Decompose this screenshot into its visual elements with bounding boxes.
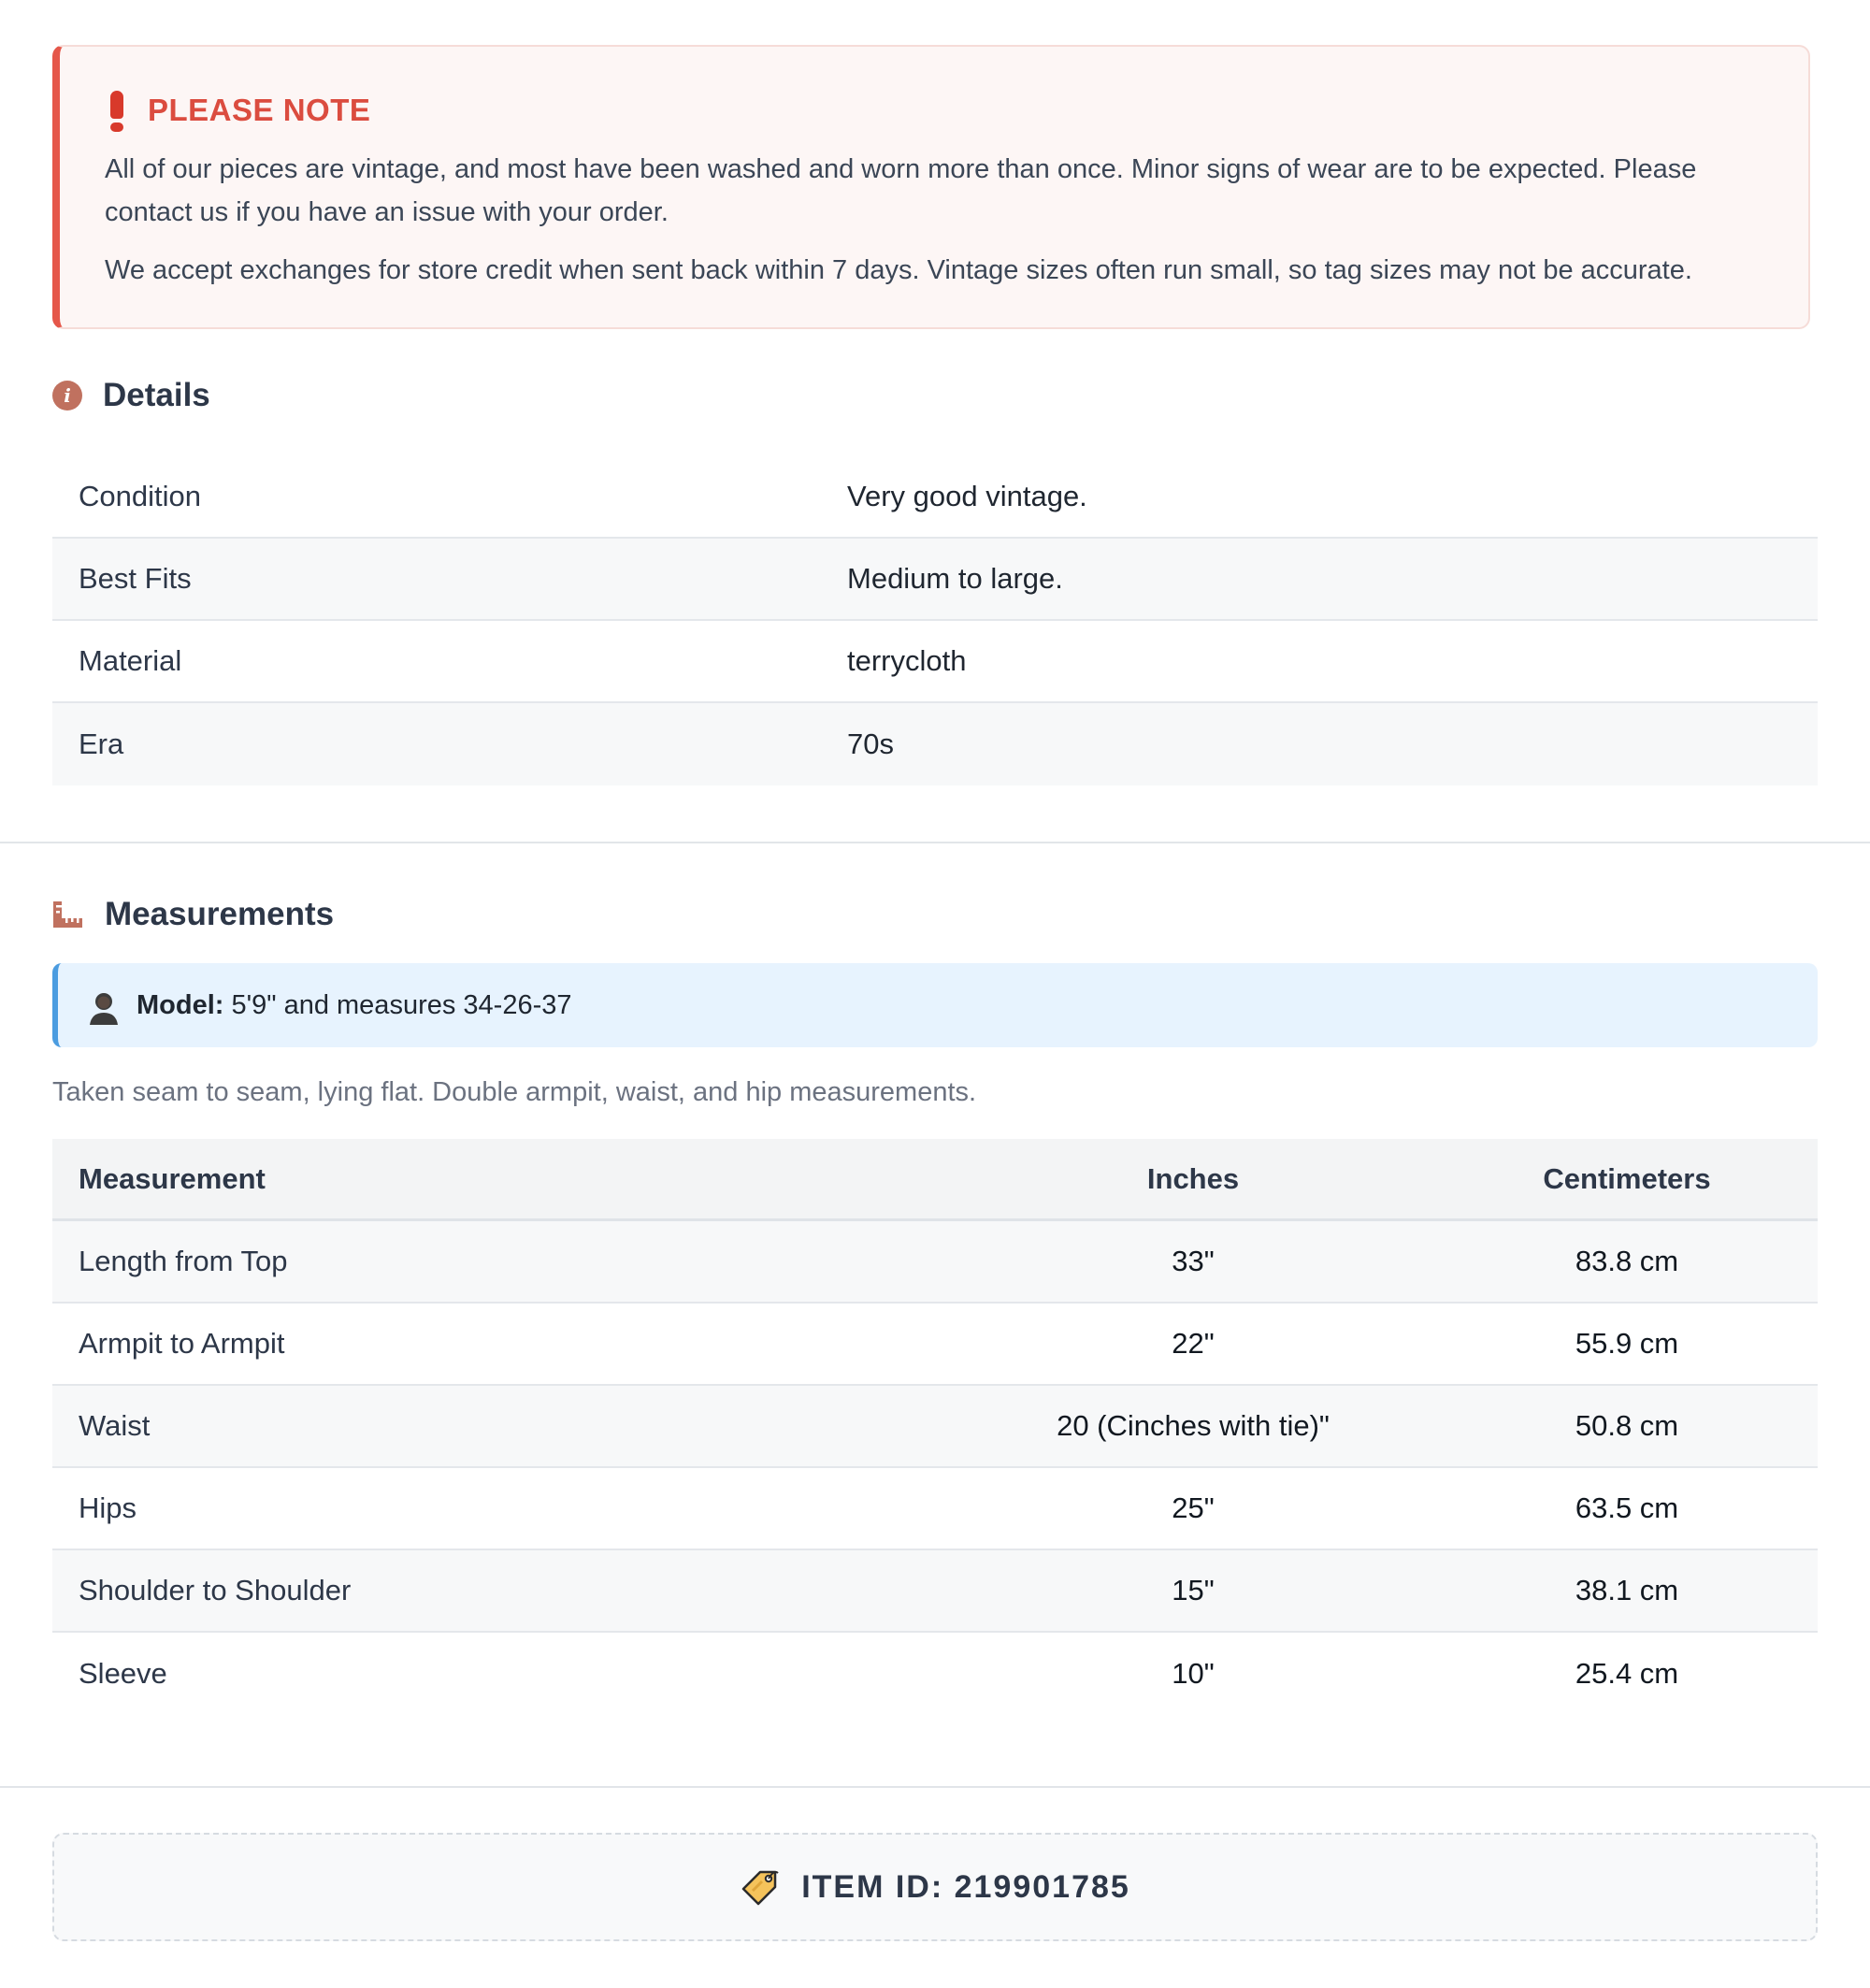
header-centimeters: Centimeters: [1543, 1161, 1711, 1195]
notice-header: [105, 88, 1763, 133]
measurement-name: Hips: [79, 1491, 137, 1524]
measurement-cm: 83.8 cm: [1575, 1245, 1679, 1277]
notice-box: [52, 45, 1810, 329]
measurement-inches: 15": [1172, 1574, 1215, 1606]
notice-title: PLEASE NOTE: [148, 93, 371, 127]
measurement-name: Sleeve: [79, 1657, 167, 1690]
table-row: [52, 1386, 1818, 1468]
measurement-inches: 20 (Cinches with tie)": [1057, 1409, 1330, 1442]
model-info-box: [52, 963, 1818, 1047]
details-row-best-fits: [52, 539, 1818, 621]
details-value: Medium to large.: [847, 562, 1063, 595]
details-row-era: [52, 703, 1818, 785]
person-icon: [88, 990, 120, 1026]
details-row-material: [52, 621, 1818, 703]
measurement-inches: 25": [1172, 1491, 1215, 1524]
details-title: Details: [103, 377, 210, 413]
measurement-name: Shoulder to Shoulder: [79, 1574, 352, 1606]
details-label: Condition: [79, 480, 201, 512]
section-divider: [0, 842, 1870, 843]
ruler-icon: [52, 900, 84, 929]
table-body: [52, 1221, 1818, 1715]
measurement-name: Waist: [79, 1409, 151, 1442]
measurement-cm: 38.1 cm: [1575, 1574, 1679, 1606]
measurements-heading: [52, 891, 334, 938]
header-measurement: Measurement: [79, 1161, 266, 1195]
item-id-label: ITEM ID: 219901785: [801, 1868, 1130, 1905]
table-row: [52, 1633, 1818, 1715]
details-label: Material: [79, 644, 182, 677]
measurement-cm: 25.4 cm: [1575, 1657, 1679, 1690]
model-text: 5'9" and measures 34-26-37: [231, 989, 572, 1020]
measurement-name: Length from Top: [79, 1245, 288, 1277]
exclamation-icon: [105, 89, 129, 132]
header-inches: Inches: [1146, 1161, 1240, 1195]
measurement-inches: 22": [1172, 1327, 1215, 1360]
measurement-name: Armpit to Armpit: [79, 1327, 285, 1360]
details-value: 70s: [847, 727, 894, 760]
measurement-cm: 55.9 cm: [1575, 1327, 1679, 1360]
table-header: [52, 1139, 1818, 1221]
measurements-title: Measurements: [105, 896, 335, 932]
measurement-inches: 33": [1172, 1245, 1215, 1277]
table-row: [52, 1550, 1818, 1633]
measurement-cm: 50.8 cm: [1575, 1409, 1679, 1442]
info-icon: i: [52, 381, 82, 411]
details-table: [52, 456, 1818, 785]
measurement-inches: 10": [1172, 1657, 1215, 1690]
measurements-table: [52, 1139, 1818, 1715]
table-row: [52, 1468, 1818, 1550]
details-label: Era: [79, 727, 124, 760]
table-row: [52, 1221, 1818, 1304]
item-id-box: [52, 1833, 1818, 1941]
model-label: Model:: [137, 989, 224, 1020]
details-value: terrycloth: [847, 644, 967, 677]
notice-paragraph-1: All of our pieces are vintage, and most have been washed and worn more than once. Minor signs of wear are to be expected. Please contact us if you have an issue with your order.: [105, 154, 1697, 227]
table-row: [52, 1304, 1818, 1386]
details-label: Best Fits: [79, 562, 192, 595]
tag-icon: [740, 1866, 781, 1908]
notice-paragraph-2: We accept exchanges for store credit when sent back within 7 days. Vintage sizes often run small, so tag sizes may not be accurate.: [105, 255, 1692, 285]
details-value: Very good vintage.: [847, 480, 1087, 512]
details-row-condition: [52, 456, 1818, 539]
measurement-note: Taken seam to seam, lying flat. Double armpit, waist, and hip measurements.: [52, 1077, 977, 1107]
measurement-cm: 63.5 cm: [1575, 1491, 1679, 1524]
section-divider: [0, 1786, 1870, 1788]
details-heading: [52, 372, 210, 419]
